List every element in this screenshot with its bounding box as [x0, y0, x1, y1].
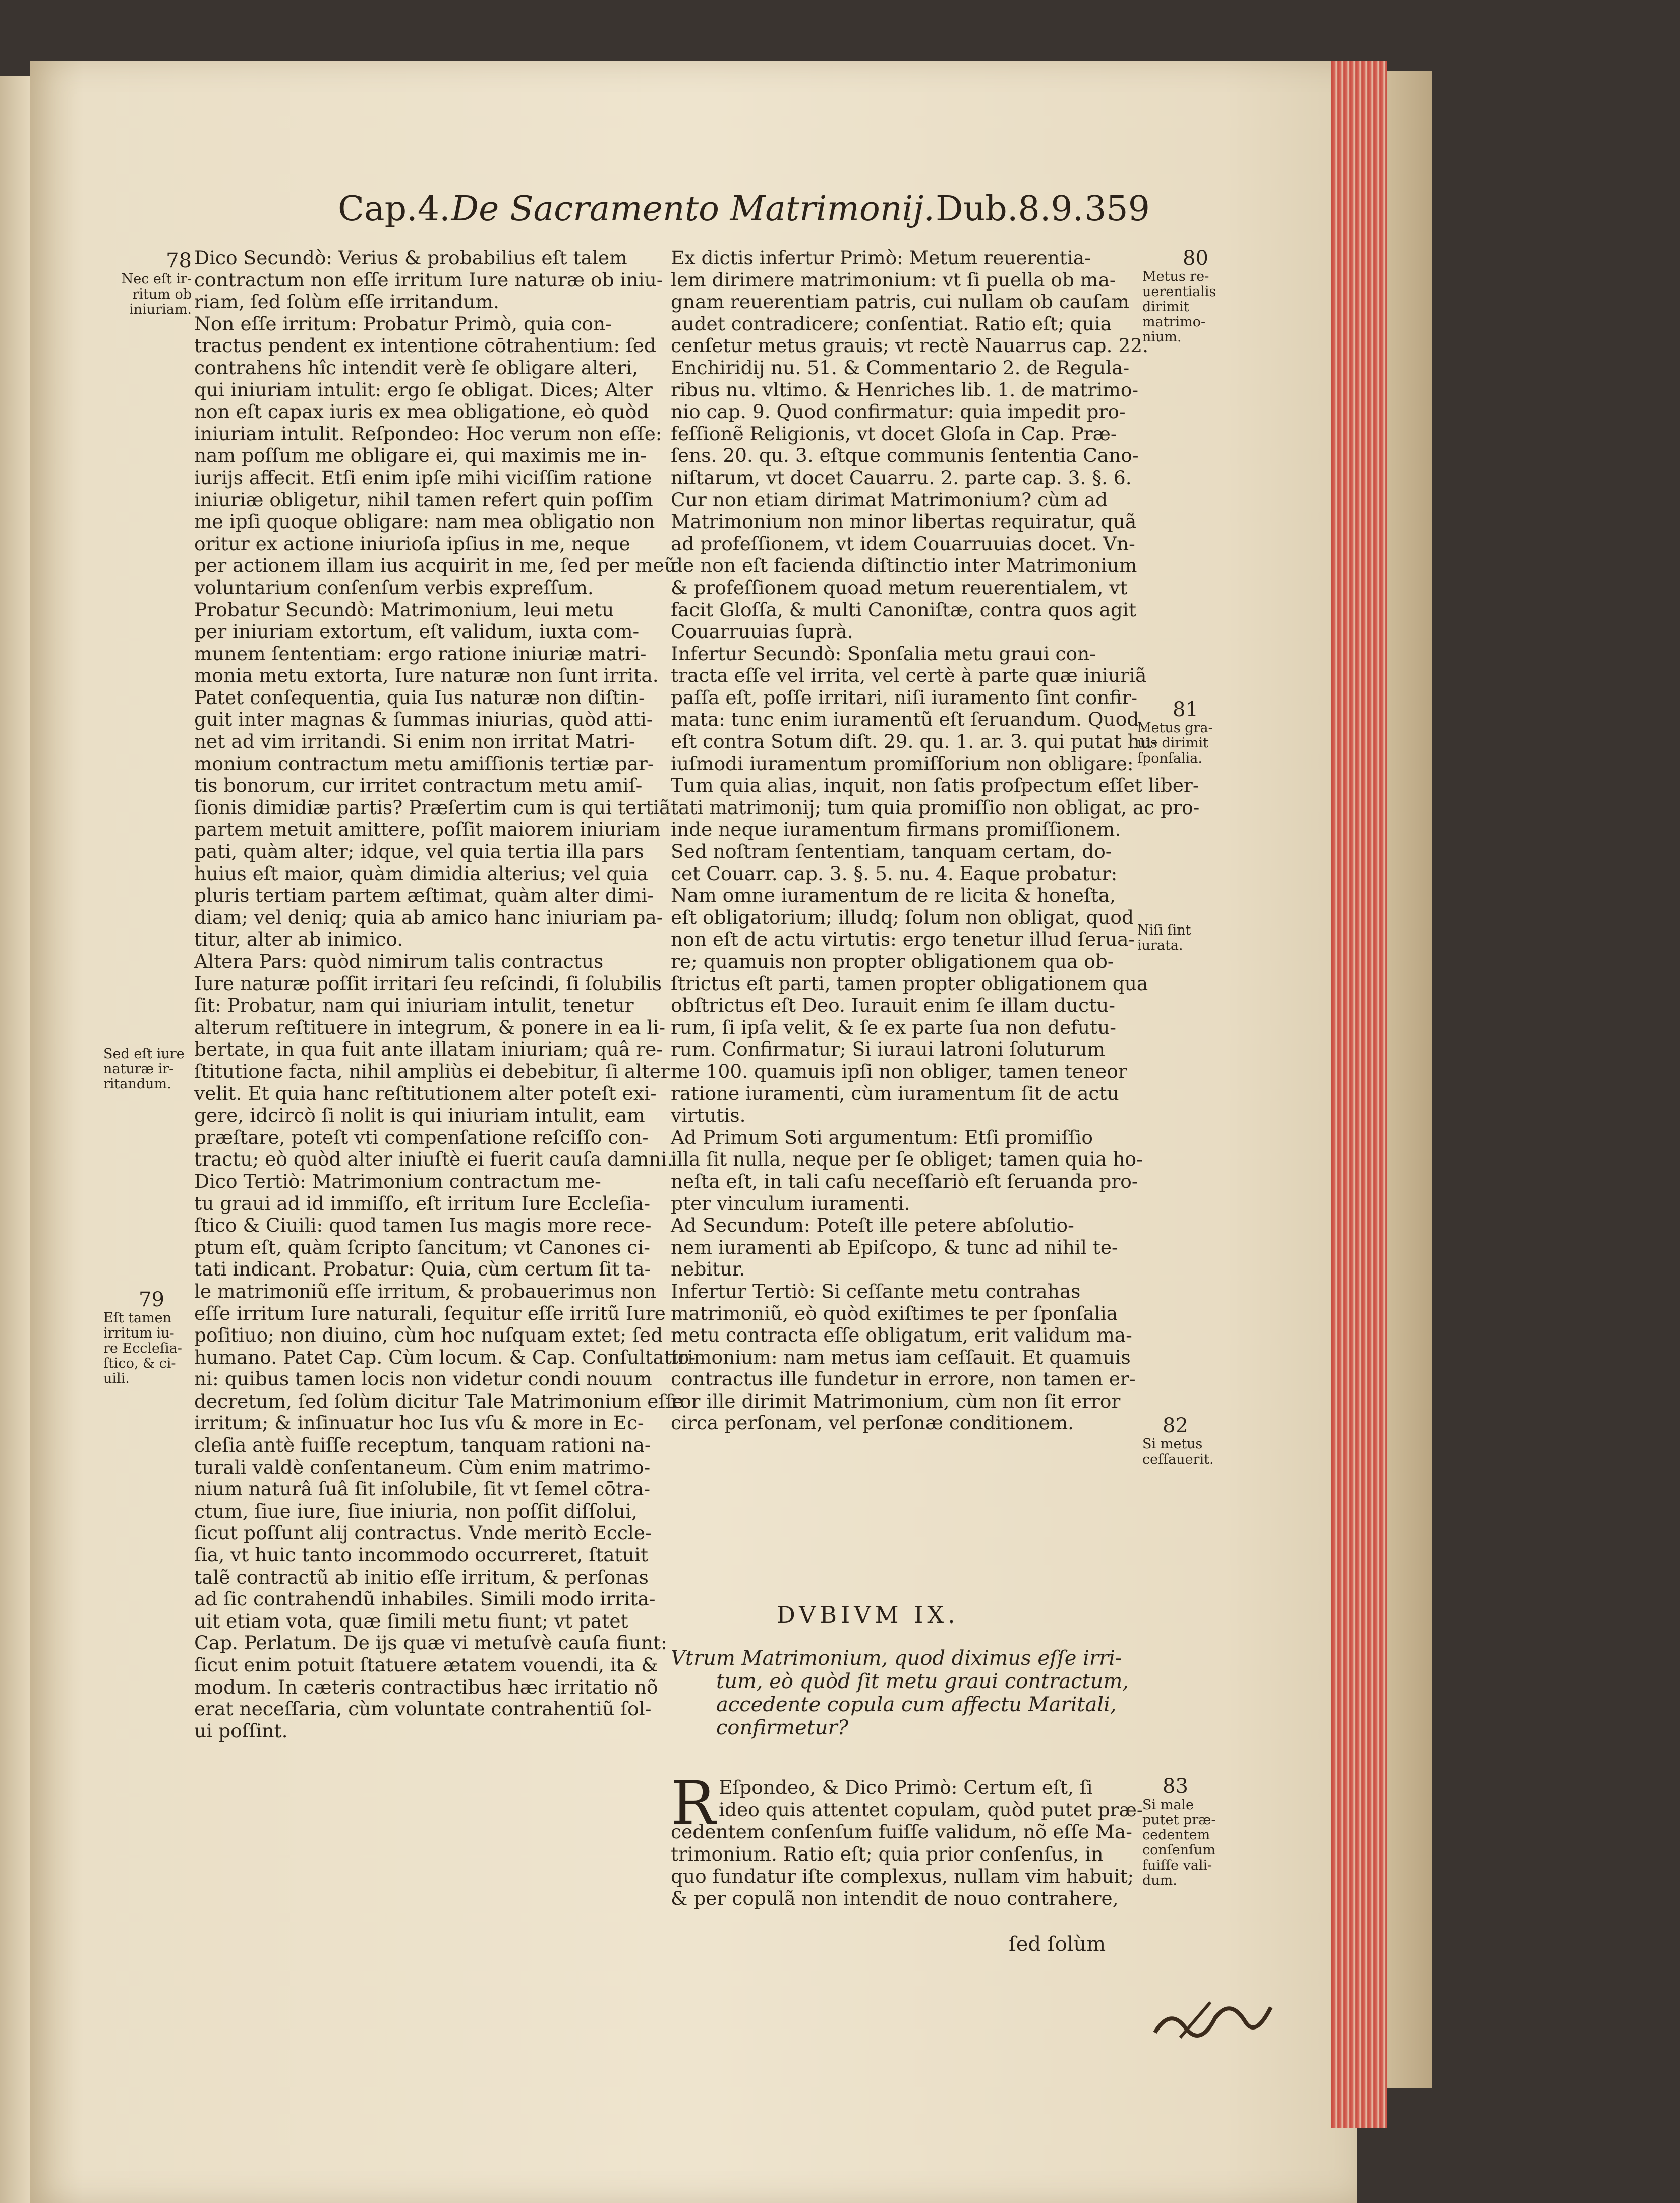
- text-line: metu contracta eſſe obligatum, erit validum ma-: [671, 1324, 1132, 1347]
- dubium-heading: DVBIVM IX.: [777, 1601, 959, 1629]
- text-line: neſta eſt, in tali caſu neceſſariò eſt ſeruanda pro-: [671, 1170, 1138, 1192]
- text-line: monium contractum metu amiſſionis tertiæ par-: [194, 752, 654, 775]
- text-line: Matrimonium non minor libertas requiratur, quã: [671, 510, 1137, 533]
- margin-note-line: uis dirimit: [1137, 735, 1209, 751]
- margin-note-line: uerentialis: [1142, 284, 1216, 300]
- margin-note-line: naturæ ir-: [103, 1061, 174, 1077]
- text-line: contractus ille fundetur in errore, non tamen er-: [671, 1368, 1136, 1390]
- text-line: cleſia antè fuiſſe receptum, tanquam rationi na-: [194, 1434, 651, 1457]
- facing-page-edge: [0, 76, 30, 2203]
- handwritten-ink-mark: [1150, 1987, 1281, 2048]
- text-line: Ad Secundum: Poteſt ille petere abſolutio-: [671, 1214, 1074, 1237]
- text-line: talẽ contractũ ab initio eſſe irritum, & perſonas: [194, 1566, 649, 1588]
- text-line: Ad Primum Soti argumentum: Etſi promiſſio: [671, 1126, 1093, 1148]
- text-line: partem metuit amittere, poſſit maiorem iniuriam: [194, 818, 661, 841]
- text-line: ptum eſt, quàm ſcripto ſancitum; vt Canones ci-: [194, 1236, 650, 1258]
- catchword: ſed ſolùm: [1009, 1933, 1106, 1956]
- margin-note-81: [1137, 699, 1226, 766]
- drop-cap: R: [671, 1768, 716, 1838]
- text-line: erat neceſſaria, cùm voluntate contrahentiũ ſol-: [194, 1698, 652, 1720]
- text-line: ſit: Probatur, nam qui iniuriam intulit, tenetur: [194, 994, 634, 1017]
- text-line: titur, alter ab inimico.: [194, 928, 403, 951]
- question-line: accedente copula cum affectu Maritali,: [716, 1693, 1117, 1716]
- text-line: Probatur Secundò: Matrimonium, leui metu: [194, 598, 614, 621]
- text-line: præſtare, poteſt vti compenſatione reſciſſo con-: [194, 1126, 649, 1148]
- question-line: Vtrum Matrimonium, quod diximus eſſe irri-: [671, 1647, 1122, 1670]
- text-line: poſitiuo; non diuino, cùm hoc nuſquam extet; ſed: [194, 1324, 663, 1347]
- margin-note-line: uili.: [103, 1371, 130, 1386]
- text-line: Altera Pars: quòd nimirum talis contractus: [194, 950, 604, 972]
- response-line: trimonium. Ratio eſt; quia prior conſenſus, in: [671, 1843, 1104, 1865]
- margin-note-line: dum.: [1142, 1873, 1177, 1888]
- text-line: voluntarium conſenſum verbis expreſſum.: [194, 576, 594, 599]
- dubium-question: [671, 1647, 1140, 1740]
- text-line: cet Couarr. cap. 3. §. 5. nu. 4. Eaque probatur:: [671, 862, 1118, 885]
- margin-note-line: Si male: [1142, 1797, 1194, 1813]
- text-line: rum, ſi ipſa velit, & ſe ex parte ſua non defutu-: [671, 1016, 1116, 1038]
- margin-note-line: ſtico, & ci-: [103, 1356, 176, 1371]
- text-line: Couarruuias ſuprà.: [671, 620, 853, 643]
- margin-note-number: 78: [166, 249, 192, 272]
- margin-note-line: cedentem: [1142, 1827, 1210, 1843]
- text-line: trimonium: nam metus iam ceſſauit. Et quamuis: [671, 1346, 1131, 1368]
- text-line: eſt contra Sotum diſt. 29. qu. 1. ar. 3. qui putat hu-: [671, 730, 1158, 753]
- text-line: ſens. 20. qu. 3. eſtque communis ſententia Cano-: [671, 444, 1139, 467]
- text-line: ribus nu. vltimo. & Henriches lib. 1. de matrimo-: [671, 378, 1139, 401]
- text-line: audet contradicere; conſentiat. Ratio eſt; quia: [671, 312, 1112, 335]
- margin-note-line: ritandum.: [103, 1076, 171, 1092]
- response-line: & per copulã non intendit de nouo contrahere,: [671, 1887, 1119, 1909]
- text-line: Infertur Secundò: Sponſalia metu graui con-: [671, 642, 1096, 665]
- text-line: ſtico & Ciuili: quod tamen Ius magis more rece-: [194, 1214, 652, 1237]
- text-line: Tum quia alias, inquit, non ſatis proſpectum eſſet liber-: [671, 774, 1199, 797]
- text-line: feſſionẽ Religionis, vt docet Gloſa in Cap. Præ-: [671, 422, 1117, 445]
- text-line: obſtrictus eſt Deo. Iurauit enim ſe illam ductu-: [671, 994, 1115, 1017]
- text-line: qui iniuriam intulit: ergo ſe obligat. Dices; Alter: [194, 378, 653, 401]
- header-dubium: Dub.8.9.: [935, 189, 1084, 229]
- margin-note-80: [1142, 247, 1226, 345]
- left-text-column: [194, 247, 696, 1742]
- text-line: per iniuriam extortum, eſt validum, iuxta com-: [194, 620, 640, 643]
- text-line: virtutis.: [671, 1104, 746, 1127]
- margin-note-line: dirimit: [1142, 299, 1189, 315]
- text-line: iurijs affecit. Etſi enim ipſe mihi viciſſim ratione: [194, 466, 652, 489]
- text-line: tractus pendent ex intentione cōtrahentium: ſed: [194, 334, 656, 357]
- text-line: nium naturâ ſuâ ſit inſolubile, ſit vt ſemel cōtra-: [194, 1478, 651, 1500]
- text-line: turali valdè conſentaneum. Cùm enim matrimo-: [194, 1456, 651, 1478]
- text-line: iniuriam intulit. Reſpondeo: Hoc verum non eſſe:: [194, 422, 662, 445]
- text-line: eſſe irritum Iure naturali, ſequitur eſſe irritũ Iure: [194, 1302, 666, 1324]
- text-line: nem iuramenti ab Epiſcopo, & tunc ad nihil te-: [671, 1236, 1118, 1258]
- margin-note-line: Si metus: [1142, 1436, 1203, 1452]
- margin-note-line: Metus re-: [1142, 269, 1209, 284]
- running-header: [338, 189, 1150, 237]
- text-line: nio cap. 9. Quod confirmatur: quia impedit pro-: [671, 400, 1126, 423]
- margin-note-line: ritum ob: [132, 286, 192, 302]
- text-line: Non eſſe irritum: Probatur Primò, quia con-: [194, 312, 612, 335]
- text-line: rum. Confirmatur; Si iuraui latroni ſoluturum: [671, 1038, 1105, 1061]
- text-line: riam, ſed ſolùm eſſe irritandum.: [194, 291, 499, 313]
- text-line: guit inter magnas & ſummas iniurias, quòd atti-: [194, 708, 653, 731]
- text-line: ad ſic contrahendũ inhabiles. Simili modo irrita-: [194, 1588, 656, 1610]
- margin-note-number: 83: [1163, 1775, 1188, 1798]
- text-line: tis bonorum, cur irritet contractum metu amiſ-: [194, 774, 643, 797]
- margin-note-line: Nec eſt ir-: [121, 271, 192, 287]
- text-line: niſtarum, vt docet Cauarru. 2. parte cap. 3. §. 6.: [671, 466, 1132, 489]
- text-line: pati, quàm alter; idque, vel quia tertia illa pars: [194, 840, 644, 863]
- margin-note-79: [103, 1289, 192, 1386]
- margin-note-number: 81: [1173, 698, 1198, 721]
- text-line: Dico Tertiò: Matrimonium contractum me-: [194, 1170, 601, 1192]
- response-line: quo fundatur iſte complexus, nullam vim habuit;: [671, 1865, 1134, 1887]
- page-number: 359: [1084, 189, 1150, 229]
- question-line: tum, eò quòd ſit metu graui contractum,: [716, 1670, 1129, 1693]
- response-text: [671, 1768, 1143, 1909]
- text-line: diam; vel deniq; quia ab amico hanc iniuriam pa-: [194, 906, 663, 929]
- text-line: gnam reuerentiam patris, cui nullam ob cauſam: [671, 291, 1130, 313]
- text-line: & profeſſionem quoad metum reuerentialem, vt: [671, 576, 1128, 599]
- text-line: pluris tertiam partem æſtimat, quàm alter dimi-: [194, 884, 654, 907]
- text-line: ctum, ſiue iure, ſiue iniuria, non poſſit diſſolui,: [194, 1499, 638, 1522]
- text-line: contrahens hîc intendit verè ſe obligare alteri,: [194, 356, 639, 379]
- text-line: inde neque iuramentum firmans promiſſionem.: [671, 818, 1121, 841]
- text-line: Ex dictis infertur Primò: Metum reuerentia-: [671, 247, 1091, 269]
- text-line: oritur ex actione iniurioſa ipſius in me, neque: [194, 532, 630, 555]
- margin-note-line: Eſt tamen: [103, 1310, 172, 1326]
- header-title: De Sacramento Matrimonij.: [451, 189, 935, 229]
- text-line: me 100. quamuis ipſi non obliger, tamen teneor: [671, 1060, 1127, 1082]
- text-line: decretum, ſed ſolùm dicitur Tale Matrimonium eſſe: [194, 1389, 684, 1412]
- text-line: Cur non etiam dirimat Matrimonium? cùm ad: [671, 488, 1108, 511]
- text-line: le matrimoniũ eſſe irritum, & probauerimus non: [194, 1280, 657, 1302]
- header-chapter: Cap.4.: [338, 189, 450, 229]
- text-line: monia metu extorta, Iure naturæ non ſunt irrita.: [194, 664, 659, 687]
- text-line: nam poſſum me obligare ei, qui maximis me in-: [194, 444, 647, 467]
- text-line: irritum; & inſinuatur hoc Ius vſu & more in Ec-: [194, 1412, 644, 1434]
- text-line: ad profeſſionem, vt idem Couarruuias docet. Vn-: [671, 532, 1135, 555]
- text-line: tati indicant. Probatur: Quia, cùm certum ſit ta-: [194, 1258, 651, 1281]
- text-line: Iure naturæ poſſit irritari ſeu reſcindi, ſi ſolubilis: [194, 972, 662, 995]
- text-line: ni: quibus tamen locis non videtur condi nouum: [194, 1368, 652, 1390]
- text-line: Enchiridij nu. 51. & Commentario 2. de Regula-: [671, 356, 1130, 379]
- text-line: bertate, in qua fuit ante illatam iniuriam; quâ re-: [194, 1038, 663, 1061]
- margin-note-line: nium.: [1142, 329, 1182, 345]
- text-line: re; quamuis non propter obligationem qua ob-: [671, 950, 1114, 972]
- text-line: matrimoniũ, eò quòd exiſtimes te per ſponſalia: [671, 1302, 1118, 1324]
- text-line: lem dirimere matrimonium: vt ſi puella ob ma-: [671, 268, 1116, 291]
- book-fore-edge: [1387, 71, 1432, 2088]
- margin-note-line: irritum iu-: [103, 1325, 175, 1341]
- response-line: cedentem conſenſum fuiſſe validum, nõ eſſe Ma-: [671, 1821, 1132, 1843]
- margin-note-line: Metus gra-: [1137, 720, 1213, 736]
- text-line: gere, idcircò ſi nolit is qui iniuriam intulit, eam: [194, 1104, 645, 1127]
- margin-note-line: Sed eſt iure: [103, 1046, 185, 1062]
- text-line: tati matrimonij; tum quia promiſſio non obligat, ac pro-: [671, 796, 1200, 819]
- margin-note-number: 80: [1183, 247, 1208, 270]
- text-line: Sed noſtram ſententiam, tanquam certam, do-: [671, 840, 1112, 863]
- text-line: contractum non eſſe irritum Iure naturæ ob iniu-: [194, 268, 663, 291]
- text-line: illa ſit nulla, neque per ſe obliget; tamen quia ho-: [671, 1148, 1143, 1171]
- text-line: ui poſſint.: [194, 1719, 288, 1742]
- text-line: Infertur Tertiò: Si ceſſante metu contrahas: [671, 1280, 1081, 1302]
- margin-note-line: fuiſſe vali-: [1142, 1858, 1212, 1873]
- text-line: ſtrictus eſt parti, tamen propter obligationem qua: [671, 972, 1148, 995]
- text-line: ſionis dimidiæ partis? Præſertim cum is qui tertiã: [194, 796, 671, 819]
- margin-note-line: Niſi ſint: [1137, 922, 1191, 938]
- text-line: alterum reſtituere in integrum, & ponere in ea li-: [194, 1016, 666, 1038]
- text-line: tu graui ad id immiſſo, eſt irritum Iure Eccleſia-: [194, 1192, 651, 1214]
- margin-note-number: 79: [139, 1288, 164, 1311]
- text-line: ratione iuramenti, cùm iuramentum ſit de actu: [671, 1082, 1119, 1105]
- margin-note-line: matrimo-: [1142, 314, 1206, 330]
- text-line: nebitur.: [671, 1258, 745, 1281]
- text-line: ſtitutione facta, nihil ampliùs ei debebitur, ſi alter: [194, 1060, 670, 1082]
- text-line: iniuriæ obligetur, nihil tamen refert quin poſſim: [194, 488, 653, 511]
- text-line: de non eſt facienda diſtinctio inter Matrimonium: [671, 554, 1137, 577]
- margin-note-line: ſponſalia.: [1137, 750, 1202, 766]
- response-line: Eſpondeo, & Dico Primò: Certum eſt, ſi: [719, 1776, 1093, 1799]
- margin-note-83: [1142, 1775, 1226, 1888]
- text-line: huius eſt maior, quàm dimidia alterius; vel quia: [194, 862, 648, 885]
- text-line: circa perſonam, vel perſonæ conditionem.: [671, 1412, 1074, 1434]
- text-line: net ad vim irritandi. Si enim non irritat Matri-: [194, 730, 635, 753]
- margin-note-line: conſenſum: [1142, 1842, 1216, 1858]
- margin-note-78: [111, 250, 192, 317]
- text-line: Nam omne iuramentum de re licita & honeſta,: [671, 884, 1116, 907]
- margin-note-nisi: [1137, 923, 1226, 953]
- text-line: Cap. Perlatum. De ijs quæ vi metuſvè cauſa fiunt:: [194, 1632, 667, 1654]
- text-line: uit etiam vota, quæ ſimili metu fiunt; vt patet: [194, 1609, 628, 1632]
- text-line: per actionem illam ius acquirit in me, ſed per meũ: [194, 554, 677, 577]
- text-line: velit. Et quia hanc reſtitutionem alter poteſt exi-: [194, 1082, 657, 1105]
- margin-note-line: iniuriam.: [129, 302, 192, 317]
- text-line: ſicut poſſunt alij contractus. Vnde meritò Eccle-: [194, 1522, 652, 1544]
- text-line: eſt obligatorium; illudq; ſolum non obligat, quod: [671, 906, 1134, 929]
- margin-note-line: putet præ-: [1142, 1812, 1216, 1828]
- text-line: non eſt capax iuris ex mea obligatione, eò quòd: [194, 400, 649, 423]
- text-line: mata: tunc enim iuramentũ eſt ſeruandum. Quod: [671, 708, 1139, 731]
- text-line: non eſt de actu virtutis: ergo tenetur illud ſerua-: [671, 928, 1135, 951]
- text-line: cenſetur metus grauis; vt rectè Nauarrus cap. 22.: [671, 334, 1149, 357]
- text-line: Dico Secundò: Verius & probabilius eſt talem: [194, 247, 627, 269]
- margin-note-82: [1142, 1415, 1226, 1467]
- red-page-edges: [1331, 61, 1387, 2128]
- text-line: ror ille dirimit Matrimonium, cùm non ſit error: [671, 1389, 1121, 1412]
- text-line: paſſa eſt, poſſe irritari, niſi iuramento ſint confir-: [671, 686, 1138, 709]
- text-line: ſia, vt huic tanto incommodo occurreret, ſtatuit: [194, 1544, 648, 1567]
- text-line: modum. In cæteris contractibus hæc irritatio nõ: [194, 1675, 658, 1698]
- margin-note-line: ceſſauerit.: [1142, 1452, 1214, 1467]
- margin-note-sed: [103, 1047, 192, 1092]
- response-line: ideo quis attentet copulam, quòd putet præ-: [719, 1799, 1143, 1821]
- text-line: Patet conſequentia, quia Ius naturæ non diſtin-: [194, 686, 645, 709]
- margin-note-line: iurata.: [1137, 938, 1183, 953]
- text-line: me ipſi quoque obligare: nam mea obligatio non: [194, 510, 655, 533]
- text-line: tractu; eò quòd alter iniuſtè ei fuerit cauſa damni.: [194, 1148, 673, 1171]
- text-line: humano. Patet Cap. Cùm locum. & Cap. Conſultatio-: [194, 1346, 696, 1368]
- text-line: munem ſententiam: ergo ratione iniuriæ matri-: [194, 642, 647, 665]
- question-line: confirmetur?: [716, 1716, 849, 1740]
- text-line: facit Gloſſa, & multi Canoniſtæ, contra quos agit: [671, 598, 1136, 621]
- text-line: iuſmodi iuramentum promiſſorium non obligare:: [671, 752, 1134, 775]
- text-line: pter vinculum iuramenti.: [671, 1192, 910, 1214]
- margin-note-number: 82: [1163, 1414, 1188, 1437]
- margin-note-line: re Eccleſia-: [103, 1341, 182, 1356]
- text-line: ſicut enim potuit ſtatuere ætatem vouendi, ita &: [194, 1654, 658, 1676]
- text-line: tracta eſſe vel irrita, vel certè à parte quæ iniuriã: [671, 664, 1147, 687]
